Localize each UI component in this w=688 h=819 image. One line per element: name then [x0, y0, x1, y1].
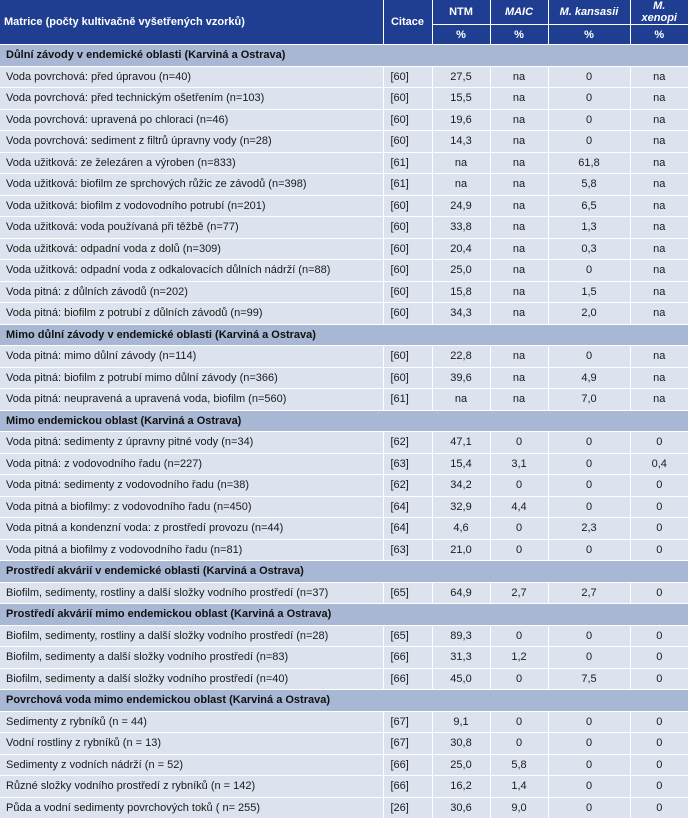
cell-xenopi: 0	[630, 711, 688, 733]
cell-citation: [61]	[383, 389, 432, 411]
cell-ntm: 15,8	[432, 281, 490, 303]
cell-maic: 0	[490, 518, 548, 540]
cell-xenopi: 0	[630, 754, 688, 776]
cell-xenopi: 0	[630, 518, 688, 540]
cell-xenopi: na	[630, 238, 688, 260]
cell-maic: 1,2	[490, 647, 548, 669]
cell-kansasii: 0	[548, 754, 630, 776]
cell-maic: 2,7	[490, 582, 548, 604]
table-row	[0, 518, 688, 540]
cell-maic: 9,0	[490, 797, 548, 819]
cell-maic: na	[490, 367, 548, 389]
cell-kansasii: 6,5	[548, 195, 630, 217]
cell-xenopi: na	[630, 303, 688, 325]
cell-citation: [67]	[383, 733, 432, 755]
cell-xenopi: na	[630, 281, 688, 303]
table-row	[0, 539, 688, 561]
table-row	[0, 195, 688, 217]
cell-citation: [64]	[383, 496, 432, 518]
cell-maic: na	[490, 195, 548, 217]
section-title: Prostředí akvárií v endemické oblasti (Karviná a Ostrava)	[0, 561, 688, 583]
table-row	[0, 66, 688, 88]
cell-maic: na	[490, 389, 548, 411]
cell-kansasii: 0,3	[548, 238, 630, 260]
header-matrix: Matrice (počty kultivačně vyšetřených vzorků)	[0, 0, 383, 45]
cell-kansasii: 0	[548, 475, 630, 497]
section-header-row	[0, 324, 688, 346]
cell-xenopi: na	[630, 174, 688, 196]
cell-citation: [60]	[383, 66, 432, 88]
cell-xenopi: na	[630, 367, 688, 389]
cell-kansasii: 0	[548, 539, 630, 561]
cell-matrix: Voda pitná: sedimenty z vodovodního řadu (n=38)	[0, 475, 383, 497]
table-row	[0, 238, 688, 260]
table-row	[0, 152, 688, 174]
cell-xenopi: 0,4	[630, 453, 688, 475]
table-row	[0, 776, 688, 798]
table-row	[0, 367, 688, 389]
cell-xenopi: 0	[630, 647, 688, 669]
cell-xenopi: 0	[630, 475, 688, 497]
cell-ntm: 89,3	[432, 625, 490, 647]
section-header-row	[0, 561, 688, 583]
cell-citation: [61]	[383, 152, 432, 174]
table-row	[0, 131, 688, 153]
cell-kansasii: 0	[548, 131, 630, 153]
table-row	[0, 797, 688, 819]
cell-kansasii: 7,5	[548, 668, 630, 690]
cell-citation: [60]	[383, 303, 432, 325]
header-ntm: NTM	[432, 0, 490, 25]
cell-kansasii: 0	[548, 776, 630, 798]
cell-xenopi: na	[630, 217, 688, 239]
table-row	[0, 711, 688, 733]
cell-ntm: 31,3	[432, 647, 490, 669]
cell-citation: [60]	[383, 217, 432, 239]
cell-kansasii: 0	[548, 66, 630, 88]
table-row	[0, 668, 688, 690]
cell-matrix: Biofilm, sedimenty, rostliny a další složky vodního prostředí (n=37)	[0, 582, 383, 604]
cell-matrix: Různé složky vodního prostředí z rybníků (n = 142)	[0, 776, 383, 798]
cell-ntm: 27,5	[432, 66, 490, 88]
table-row	[0, 109, 688, 131]
cell-ntm: na	[432, 174, 490, 196]
header-kansasii	[548, 0, 630, 25]
cell-matrix: Voda užitková: odpadní voda z odkalovacích důlních nádrží (n=88)	[0, 260, 383, 282]
table-row	[0, 453, 688, 475]
section-header-row	[0, 604, 688, 626]
cell-maic: 0	[490, 711, 548, 733]
cell-xenopi: 0	[630, 496, 688, 518]
cell-kansasii: 0	[548, 453, 630, 475]
cell-xenopi: na	[630, 260, 688, 282]
cell-maic: na	[490, 303, 548, 325]
cell-matrix: Voda užitková: voda používaná při těžbě (n=77)	[0, 217, 383, 239]
cell-xenopi: 0	[630, 539, 688, 561]
cell-ntm: 16,2	[432, 776, 490, 798]
cell-maic: na	[490, 88, 548, 110]
cell-maic: 0	[490, 733, 548, 755]
cell-matrix: Voda užitková: ze železáren a výroben (n=833)	[0, 152, 383, 174]
header-xenopi	[630, 0, 688, 25]
cell-ntm: 25,0	[432, 754, 490, 776]
cell-ntm: 9,1	[432, 711, 490, 733]
unit-xenopi: %	[630, 25, 688, 45]
cell-citation: [60]	[383, 238, 432, 260]
cell-matrix: Voda pitná: mimo důlní závody (n=114)	[0, 346, 383, 368]
cell-ntm: 39,6	[432, 367, 490, 389]
cell-maic: 5,8	[490, 754, 548, 776]
cell-citation: [60]	[383, 109, 432, 131]
cell-xenopi: na	[630, 131, 688, 153]
cell-maic: na	[490, 346, 548, 368]
cell-citation: [60]	[383, 346, 432, 368]
cell-xenopi: na	[630, 389, 688, 411]
cell-ntm: 25,0	[432, 260, 490, 282]
cell-ntm: 34,3	[432, 303, 490, 325]
cell-kansasii: 0	[548, 647, 630, 669]
cell-ntm: 15,5	[432, 88, 490, 110]
cell-ntm: 30,6	[432, 797, 490, 819]
cell-kansasii: 0	[548, 346, 630, 368]
cell-citation: [66]	[383, 668, 432, 690]
table-row	[0, 432, 688, 454]
cell-matrix: Voda užitková: odpadní voda z dolů (n=309)	[0, 238, 383, 260]
cell-ntm: 21,0	[432, 539, 490, 561]
cell-xenopi: 0	[630, 582, 688, 604]
cell-matrix: Voda pitná: neupravená a upravená voda, biofilm (n=560)	[0, 389, 383, 411]
table-row	[0, 217, 688, 239]
cell-matrix: Voda pitná a kondenzní voda: z prostředí provozu (n=44)	[0, 518, 383, 540]
header-kansasii-text: M. kansasii	[559, 6, 619, 18]
section-header-row	[0, 45, 688, 67]
cell-citation: [62]	[383, 432, 432, 454]
cell-ntm: 33,8	[432, 217, 490, 239]
cell-citation: [60]	[383, 281, 432, 303]
cell-ntm: 15,4	[432, 453, 490, 475]
cell-matrix: Sedimenty z rybníků (n = 44)	[0, 711, 383, 733]
table-row	[0, 389, 688, 411]
cell-maic: na	[490, 109, 548, 131]
cell-kansasii: 0	[548, 733, 630, 755]
cell-ntm: 34,2	[432, 475, 490, 497]
cell-matrix: Biofilm, sedimenty a další složky vodního prostředí (n=40)	[0, 668, 383, 690]
table-row	[0, 625, 688, 647]
cell-maic: 0	[490, 668, 548, 690]
cell-maic: 3,1	[490, 453, 548, 475]
cell-ntm: 64,9	[432, 582, 490, 604]
header-maic	[490, 0, 548, 25]
cell-matrix: Voda pitná: biofilm z potrubí mimo důlní závody (n=366)	[0, 367, 383, 389]
cell-maic: 0	[490, 625, 548, 647]
cell-ntm: 47,1	[432, 432, 490, 454]
cell-matrix: Voda užitková: biofilm ze sprchových růžic ze závodů (n=398)	[0, 174, 383, 196]
section-header-row	[0, 410, 688, 432]
cell-maic: na	[490, 260, 548, 282]
cell-citation: [60]	[383, 260, 432, 282]
cell-citation: [60]	[383, 88, 432, 110]
cell-matrix: Voda povrchová: před úpravou (n=40)	[0, 66, 383, 88]
cell-xenopi: 0	[630, 733, 688, 755]
unit-ntm: %	[432, 25, 490, 45]
cell-matrix: Voda pitná a biofilmy: z vodovodního řadu (n=450)	[0, 496, 383, 518]
table-row	[0, 260, 688, 282]
cell-kansasii: 0	[548, 109, 630, 131]
cell-maic: 4,4	[490, 496, 548, 518]
table-row	[0, 88, 688, 110]
cell-matrix: Voda povrchová: sediment z filtrů úpravny vody (n=28)	[0, 131, 383, 153]
cell-matrix: Voda užitková: biofilm z vodovodního potrubí (n=201)	[0, 195, 383, 217]
cell-citation: [60]	[383, 367, 432, 389]
section-title: Povrchová voda mimo endemickou oblast (Karviná a Ostrava)	[0, 690, 688, 712]
cell-xenopi: na	[630, 109, 688, 131]
cell-ntm: 45,0	[432, 668, 490, 690]
cell-kansasii: 61,8	[548, 152, 630, 174]
cell-matrix: Voda pitná a biofilmy z vodovodního řadu (n=81)	[0, 539, 383, 561]
table-row	[0, 346, 688, 368]
cell-maic: 0	[490, 475, 548, 497]
cell-citation: [67]	[383, 711, 432, 733]
cell-citation: [61]	[383, 174, 432, 196]
cell-citation: [66]	[383, 647, 432, 669]
cell-matrix: Voda povrchová: před technickým ošetřením (n=103)	[0, 88, 383, 110]
cell-ntm: 30,8	[432, 733, 490, 755]
cell-maic: na	[490, 217, 548, 239]
cell-kansasii: 0	[548, 797, 630, 819]
cell-kansasii: 0	[548, 496, 630, 518]
table-row	[0, 303, 688, 325]
cell-xenopi: 0	[630, 432, 688, 454]
cell-xenopi: na	[630, 88, 688, 110]
cell-citation: [63]	[383, 453, 432, 475]
cell-kansasii: 1,5	[548, 281, 630, 303]
cell-citation: [26]	[383, 797, 432, 819]
header-citation: Citace	[383, 0, 432, 45]
cell-matrix: Biofilm, sedimenty, rostliny a další složky vodního prostředí (n=28)	[0, 625, 383, 647]
cell-kansasii: 2,7	[548, 582, 630, 604]
table-row	[0, 496, 688, 518]
table-row	[0, 582, 688, 604]
section-title: Mimo endemickou oblast (Karviná a Ostrava)	[0, 410, 688, 432]
cell-kansasii: 2,3	[548, 518, 630, 540]
cell-citation: [64]	[383, 518, 432, 540]
cell-maic: na	[490, 152, 548, 174]
cell-kansasii: 0	[548, 432, 630, 454]
cell-xenopi: 0	[630, 776, 688, 798]
cell-xenopi: 0	[630, 797, 688, 819]
cell-kansasii: 0	[548, 711, 630, 733]
header-xenopi-text: M. xenopi	[641, 0, 677, 24]
cell-maic: na	[490, 238, 548, 260]
header-maic-text: MAIC	[504, 6, 534, 18]
cell-matrix: Sedimenty z vodních nádrží (n = 52)	[0, 754, 383, 776]
table-row	[0, 174, 688, 196]
cell-matrix: Voda pitná: biofilm z potrubí z důlních závodů (n=99)	[0, 303, 383, 325]
table-body	[0, 45, 688, 819]
cell-maic: na	[490, 174, 548, 196]
table-row	[0, 733, 688, 755]
unit-kansasii: %	[548, 25, 630, 45]
cell-xenopi: na	[630, 346, 688, 368]
unit-maic: %	[490, 25, 548, 45]
cell-maic: na	[490, 66, 548, 88]
section-title: Mimo důlní závody v endemické oblasti (Karviná a Ostrava)	[0, 324, 688, 346]
table-row	[0, 475, 688, 497]
cell-ntm: 19,6	[432, 109, 490, 131]
section-title: Důlní závody v endemické oblasti (Karviná a Ostrava)	[0, 45, 688, 67]
cell-kansasii: 0	[548, 625, 630, 647]
cell-matrix: Voda povrchová: upravená po chloraci (n=46)	[0, 109, 383, 131]
cell-maic: 1,4	[490, 776, 548, 798]
cell-matrix: Voda pitná: z důlních závodů (n=202)	[0, 281, 383, 303]
cell-ntm: 22,8	[432, 346, 490, 368]
cell-citation: [65]	[383, 625, 432, 647]
cell-xenopi: 0	[630, 668, 688, 690]
section-title: Prostředí akvárií mimo endemickou oblast (Karviná a Ostrava)	[0, 604, 688, 626]
cell-kansasii: 5,8	[548, 174, 630, 196]
cell-citation: [63]	[383, 539, 432, 561]
cell-kansasii: 4,9	[548, 367, 630, 389]
cell-matrix: Půda a vodní sedimenty povrchových toků ( n= 255)	[0, 797, 383, 819]
cell-maic: 0	[490, 539, 548, 561]
cell-citation: [65]	[383, 582, 432, 604]
cell-citation: [60]	[383, 131, 432, 153]
cell-matrix: Biofilm, sedimenty a další složky vodního prostředí (n=83)	[0, 647, 383, 669]
cell-matrix: Vodní rostliny z rybníků (n = 13)	[0, 733, 383, 755]
cell-ntm: 32,9	[432, 496, 490, 518]
cell-ntm: 24,9	[432, 195, 490, 217]
cell-maic: na	[490, 131, 548, 153]
table-row	[0, 281, 688, 303]
cell-citation: [66]	[383, 776, 432, 798]
cell-maic: na	[490, 281, 548, 303]
cell-maic: 0	[490, 432, 548, 454]
cell-kansasii: 7,0	[548, 389, 630, 411]
table-row	[0, 754, 688, 776]
cell-ntm: 20,4	[432, 238, 490, 260]
cell-kansasii: 0	[548, 260, 630, 282]
cell-kansasii: 1,3	[548, 217, 630, 239]
cell-matrix: Voda pitná: z vodovodního řadu (n=227)	[0, 453, 383, 475]
cell-citation: [66]	[383, 754, 432, 776]
cell-ntm: na	[432, 152, 490, 174]
cell-matrix: Voda pitná: sedimenty z úpravny pitné vody (n=34)	[0, 432, 383, 454]
table-row	[0, 647, 688, 669]
cell-ntm: 14,3	[432, 131, 490, 153]
cell-ntm: 4,6	[432, 518, 490, 540]
cell-xenopi: na	[630, 152, 688, 174]
table-header	[0, 0, 688, 45]
cell-kansasii: 0	[548, 88, 630, 110]
cell-ntm: na	[432, 389, 490, 411]
cell-citation: [60]	[383, 195, 432, 217]
cell-kansasii: 2,0	[548, 303, 630, 325]
cell-xenopi: na	[630, 195, 688, 217]
cell-xenopi: 0	[630, 625, 688, 647]
section-header-row	[0, 690, 688, 712]
cell-xenopi: na	[630, 66, 688, 88]
cell-citation: [62]	[383, 475, 432, 497]
